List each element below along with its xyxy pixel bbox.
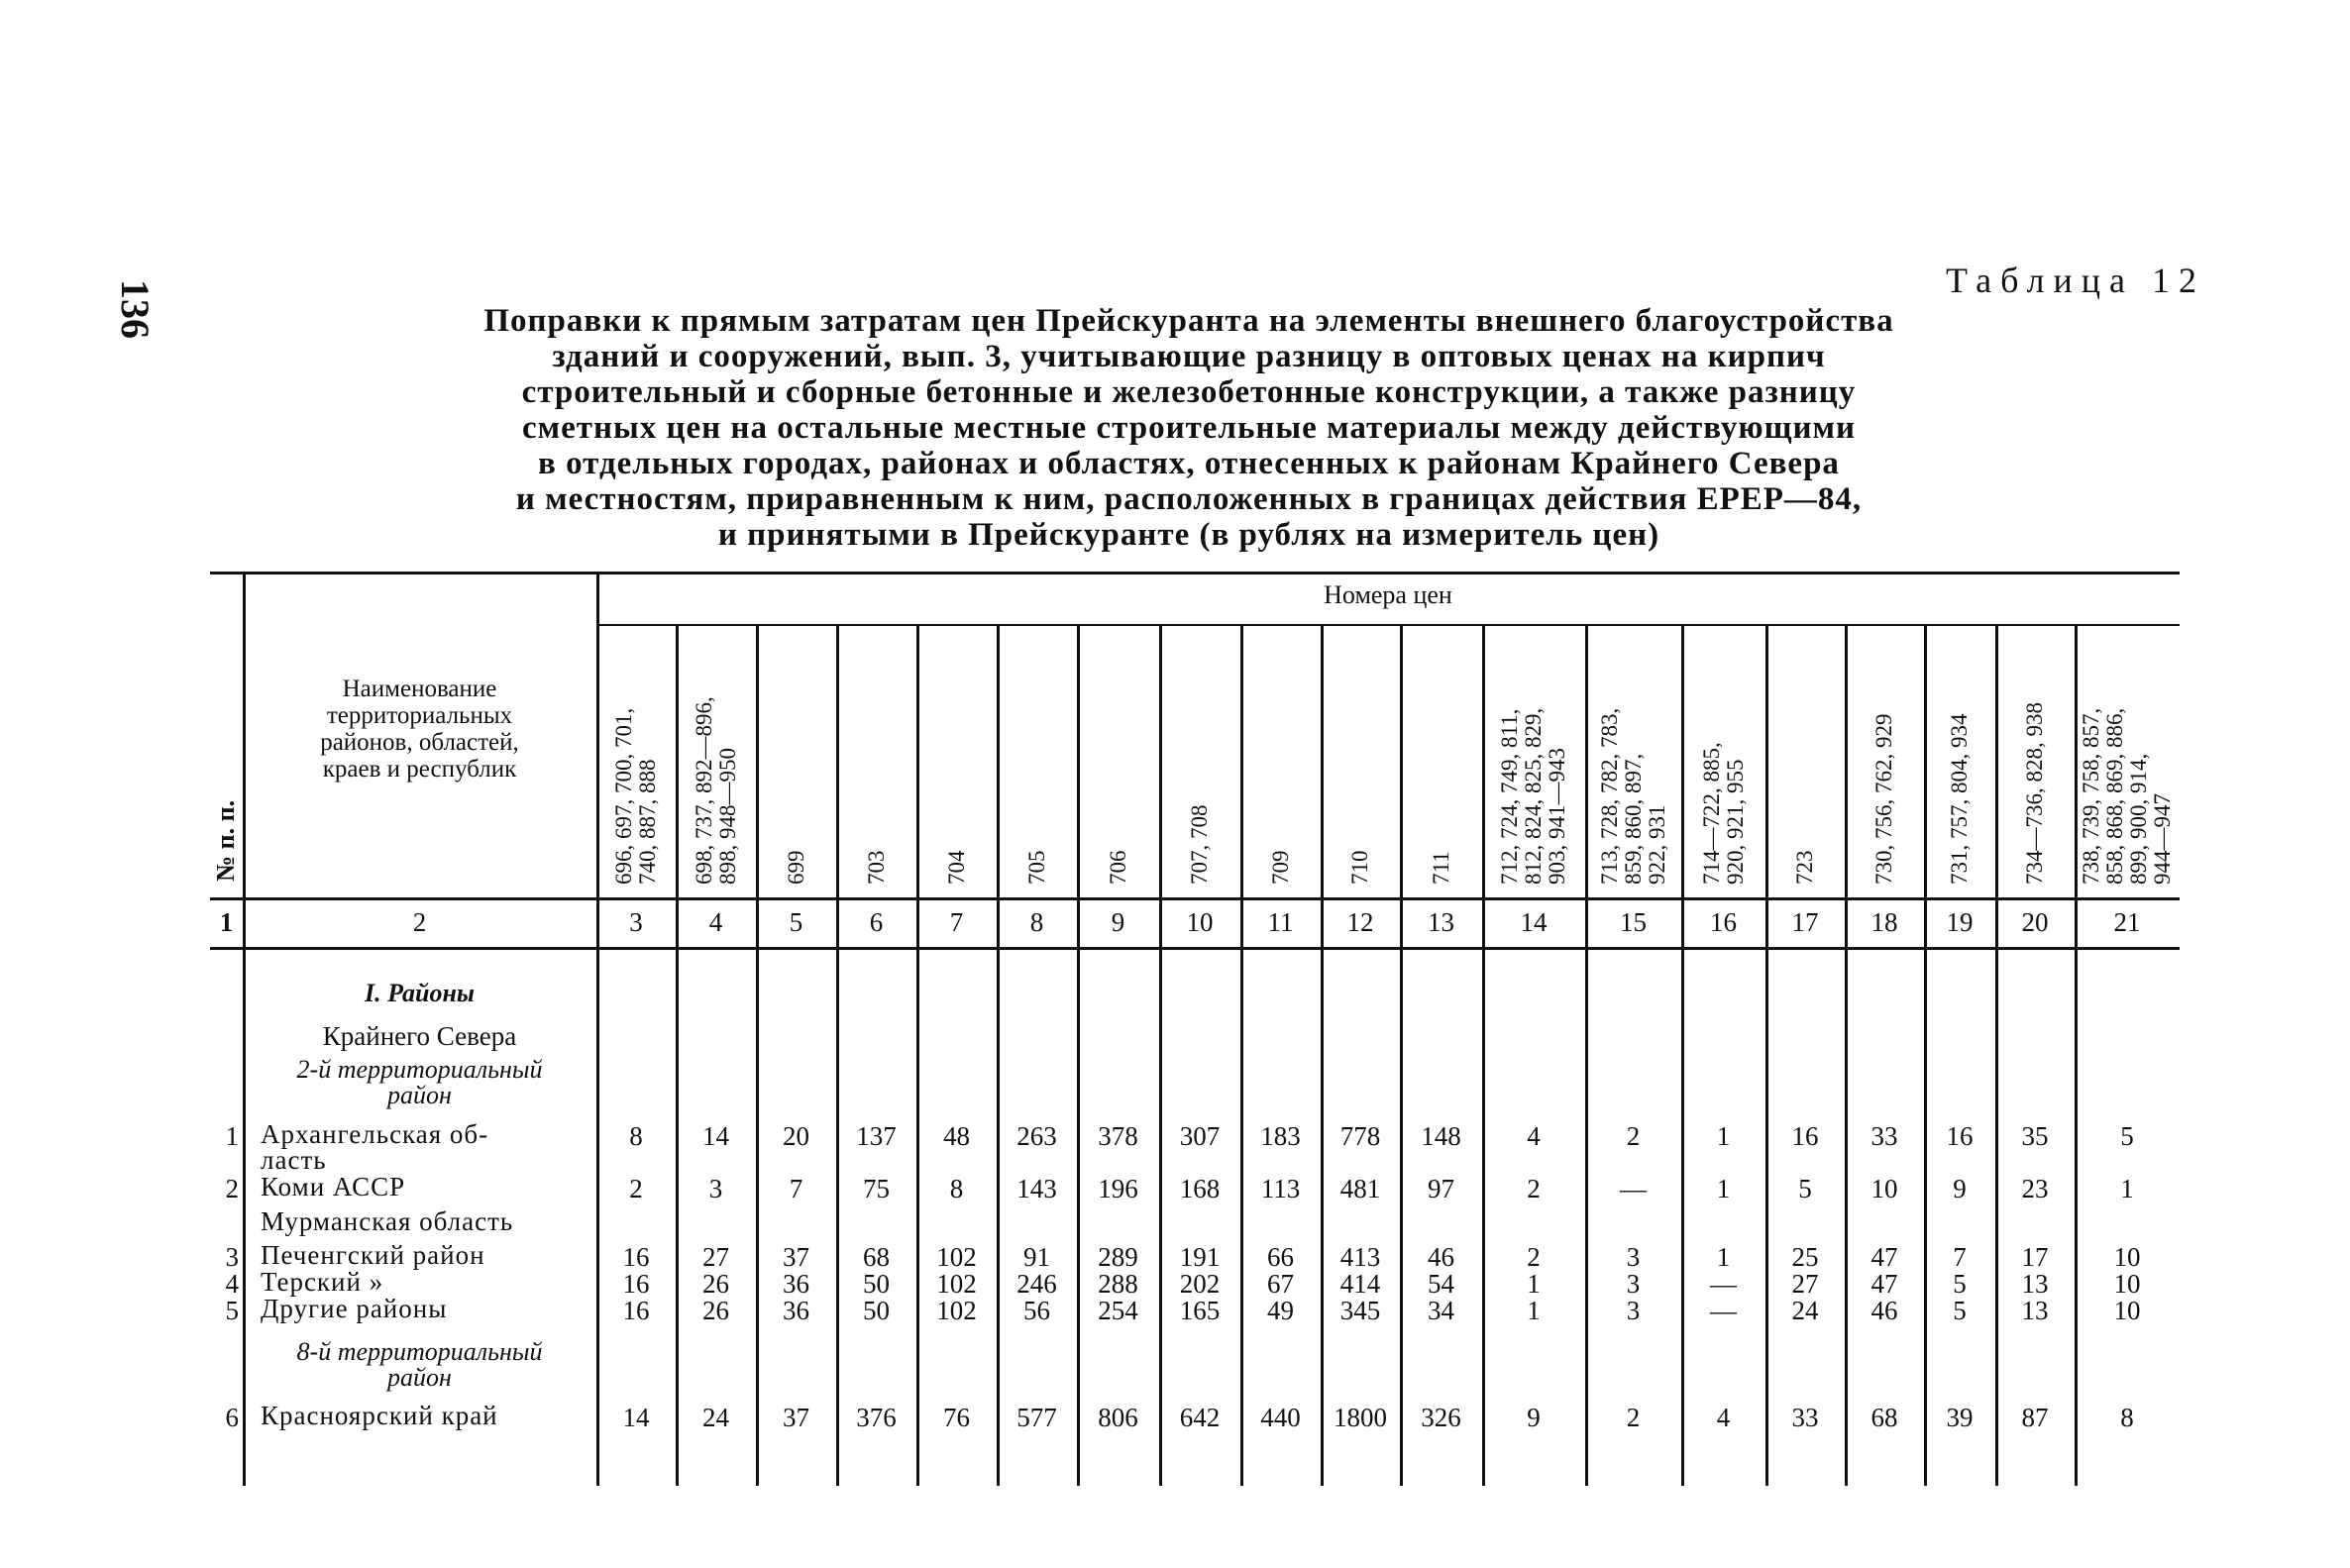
- column-divider: [916, 624, 919, 1486]
- column-number: 11: [1267, 907, 1294, 937]
- table-cell: 3: [708, 1174, 723, 1203]
- table-cell: 288: [1098, 1269, 1138, 1299]
- table-cell: 2: [1527, 1174, 1541, 1203]
- column-divider: [1077, 624, 1080, 1486]
- title-line: строительный и сборные бетонные и железобетонные конструкции, а также разницу: [521, 374, 1857, 410]
- price-column-header: 713, 728, 782, 783, 859, 860, 897, 922, 931: [1597, 707, 1669, 885]
- table-cell: 1: [1716, 1242, 1731, 1272]
- table-cell: 5: [2120, 1121, 2134, 1151]
- price-column-header: 696, 697, 700, 701, 740, 887, 888: [611, 707, 660, 885]
- section-heading-zone-8b: район: [387, 1363, 452, 1392]
- column-divider: [836, 624, 839, 1486]
- table-cell: 3: [1626, 1296, 1641, 1325]
- section-heading-far-north: Крайнего Севера: [322, 1021, 517, 1051]
- table-cell: 27: [702, 1242, 729, 1272]
- price-column-header: 706: [1106, 850, 1130, 885]
- title-line: сметных цен на остальные местные строительные материалы между действующими: [522, 410, 1856, 446]
- table-cell: 577: [1016, 1403, 1057, 1432]
- name-column-header: [247, 676, 592, 783]
- table-cell: 54: [1428, 1269, 1454, 1299]
- table-cell: 39: [1946, 1403, 1974, 1432]
- table-cell: 34: [1428, 1296, 1454, 1325]
- table-cell: 102: [936, 1242, 977, 1272]
- table-cell: 16: [622, 1296, 650, 1325]
- price-column-header: 699: [784, 850, 808, 885]
- table-cell: 378: [1098, 1121, 1138, 1151]
- column-divider: [1159, 624, 1162, 1486]
- table-cell: 191: [1179, 1242, 1221, 1272]
- table-cell: 1: [1716, 1174, 1731, 1203]
- table-cell: 76: [943, 1403, 970, 1432]
- table-cell: 33: [1870, 1121, 1898, 1151]
- table-cell: 307: [1179, 1121, 1221, 1151]
- region-heading-murmansk: Мурманская область: [261, 1206, 514, 1236]
- table-cell: 183: [1260, 1121, 1301, 1151]
- table-cell: 3: [1626, 1242, 1641, 1272]
- region-name: Другие районы: [261, 1294, 448, 1323]
- column-number: 15: [1620, 907, 1647, 937]
- table-cell: 3: [1626, 1269, 1641, 1299]
- column-number: 20: [2021, 907, 2049, 937]
- section-heading-zone-8a: 8-й территориальный: [296, 1337, 543, 1366]
- column-number: 19: [1946, 907, 1974, 937]
- table-cell: 8: [949, 1174, 964, 1203]
- table-cell: 642: [1179, 1403, 1221, 1432]
- column-divider: [1995, 624, 1998, 1486]
- region-name: Печенгский район: [261, 1240, 485, 1270]
- table-cell: 2: [1626, 1121, 1641, 1151]
- table-cell: 1: [1527, 1296, 1541, 1325]
- row-number: 4: [225, 1269, 239, 1299]
- column-divider: [1321, 624, 1324, 1486]
- column-divider: [596, 572, 599, 1486]
- table-cell: 46: [1870, 1296, 1898, 1325]
- price-column-header: 738, 739, 758, 857, 858, 868, 869, 886, 899, 900, 914, 944—947: [2079, 707, 2175, 885]
- column-number: 4: [708, 907, 723, 937]
- region-name: Красноярский край: [261, 1401, 498, 1430]
- column-number: 7: [949, 907, 964, 937]
- table-cell: 87: [2021, 1403, 2049, 1432]
- row-number: 3: [225, 1242, 239, 1272]
- table-cell: 4: [1527, 1121, 1541, 1151]
- table-cell: 24: [702, 1403, 729, 1432]
- table-cell: 143: [1016, 1174, 1057, 1203]
- table-title: [396, 303, 1981, 553]
- table-cell: 254: [1098, 1296, 1138, 1325]
- table-cell: 345: [1339, 1296, 1381, 1325]
- price-column-header: 711: [1429, 851, 1453, 885]
- table-cell: 102: [936, 1269, 977, 1299]
- title-line: Поправки к прямым затратам цен Прейскуранта на элементы внешнего благоустройства: [483, 303, 1894, 339]
- table-cell: 202: [1179, 1269, 1221, 1299]
- table-cell: —: [1710, 1269, 1737, 1299]
- table-cell: 13: [2021, 1296, 2049, 1325]
- column-number: 6: [869, 907, 884, 937]
- table-cell: 67: [1267, 1269, 1294, 1299]
- table-cell: 23: [2021, 1174, 2049, 1203]
- price-column-header: 710: [1347, 850, 1372, 885]
- name-header-line: районов, областей,: [320, 729, 519, 756]
- table-cell: 36: [783, 1269, 809, 1299]
- column-divider: [676, 624, 679, 1486]
- column-number: 10: [1186, 907, 1214, 937]
- title-line: и принятыми в Прейскуранте (в рублях на измеритель цен): [717, 517, 1660, 553]
- column-divider: [1400, 624, 1403, 1486]
- column-divider: [1482, 624, 1485, 1486]
- table-cell: 8: [629, 1121, 643, 1151]
- table-cell: 47: [1870, 1269, 1898, 1299]
- section-heading-regions: I. Районы: [365, 979, 475, 1007]
- column-divider: [2075, 624, 2078, 1486]
- table-cell: 168: [1179, 1174, 1221, 1203]
- table-cell: 20: [783, 1121, 809, 1151]
- table-cell: 5: [1953, 1269, 1967, 1299]
- table-cell: 113: [1260, 1174, 1301, 1203]
- column-number: 8: [1029, 907, 1044, 937]
- price-column-header: 704: [944, 850, 969, 885]
- price-column-header: 714—722, 885, 920, 921, 955: [1699, 742, 1748, 885]
- table-cell: 4: [1716, 1403, 1731, 1432]
- table-cell: 8: [2120, 1403, 2134, 1432]
- price-column-header: 730, 756, 762, 929: [1871, 713, 1896, 885]
- table-cell: 2: [1626, 1403, 1641, 1432]
- table-cell: 48: [943, 1121, 970, 1151]
- table-cell: 68: [863, 1242, 890, 1272]
- table-cell: 75: [863, 1174, 890, 1203]
- column-divider: [1765, 624, 1768, 1486]
- price-column-header: 709: [1268, 850, 1293, 885]
- column-number: 12: [1346, 907, 1374, 937]
- table-cell: 481: [1339, 1174, 1381, 1203]
- price-column-header: 703: [864, 850, 889, 885]
- table-cell: 1800: [1334, 1403, 1387, 1432]
- table-cell: 26: [702, 1269, 729, 1299]
- table-cell: —: [1710, 1296, 1737, 1325]
- table-cell: 778: [1339, 1121, 1381, 1151]
- name-header-line: краев и республик: [322, 756, 517, 783]
- table-cell: 17: [2021, 1242, 2049, 1272]
- table-cell: 10: [2113, 1296, 2141, 1325]
- table-cell: 35: [2021, 1121, 2049, 1151]
- table-cell: 326: [1421, 1403, 1461, 1432]
- table-cell: 25: [1791, 1242, 1819, 1272]
- column-divider: [756, 624, 759, 1486]
- column-number: 1: [219, 907, 234, 937]
- table-cell: 5: [1953, 1296, 1967, 1325]
- table-label: Таблица 12: [1946, 261, 2205, 300]
- rule-line: [210, 947, 2180, 950]
- table-cell: 49: [1267, 1296, 1294, 1325]
- title-line: в отдельных городах, районах и областях, отнесенных к районам Крайнего Севера: [538, 446, 1840, 481]
- table-cell: 1: [2120, 1174, 2134, 1203]
- table-cell: 47: [1870, 1242, 1898, 1272]
- table-cell: 27: [1791, 1269, 1819, 1299]
- table-cell: 56: [1023, 1296, 1050, 1325]
- price-column-header: 707, 708: [1187, 804, 1212, 885]
- column-divider: [1681, 624, 1684, 1486]
- table-cell: 413: [1339, 1242, 1381, 1272]
- column-number: 5: [789, 907, 803, 937]
- table-cell: 36: [783, 1296, 809, 1325]
- table-cell: 46: [1428, 1242, 1454, 1272]
- column-number: 9: [1111, 907, 1125, 937]
- title-line: зданий и сооружений, вып. 3, учитывающие разницу в оптовых ценах на кирпич: [552, 339, 1826, 374]
- table-cell: 10: [1870, 1174, 1898, 1203]
- table-cell: 16: [622, 1269, 650, 1299]
- table-cell: 165: [1179, 1296, 1221, 1325]
- table-cell: 148: [1421, 1121, 1461, 1151]
- table-cell: —: [1620, 1174, 1647, 1203]
- rule-line: [596, 624, 2180, 626]
- table-cell: 2: [629, 1174, 643, 1203]
- table-cell: 24: [1791, 1296, 1819, 1325]
- table-cell: 246: [1016, 1269, 1057, 1299]
- page-number: 136: [113, 279, 158, 339]
- region-name: Коми АССР: [261, 1172, 406, 1202]
- table-cell: 10: [2113, 1269, 2141, 1299]
- table-cell: 289: [1098, 1242, 1138, 1272]
- column-divider: [1924, 624, 1927, 1486]
- price-column-header: 731, 757, 804, 934: [1947, 713, 1972, 885]
- table-cell: 1: [1716, 1121, 1731, 1151]
- table-cell: 2: [1527, 1242, 1541, 1272]
- table-cell: 7: [1953, 1242, 1967, 1272]
- column-number: 2: [412, 907, 427, 937]
- column-number: 21: [2113, 907, 2141, 937]
- table-cell: 37: [783, 1403, 809, 1432]
- table-cell: 66: [1267, 1242, 1294, 1272]
- table-cell: 16: [622, 1242, 650, 1272]
- table-cell: 263: [1016, 1121, 1057, 1151]
- table-cell: 196: [1098, 1174, 1138, 1203]
- region-name: Архангельская об-: [261, 1119, 489, 1149]
- column-divider: [1585, 624, 1588, 1486]
- price-column-header: 712, 724, 749, 811, 812, 824, 825, 829, 903, 941—943: [1497, 707, 1569, 885]
- table-cell: 102: [936, 1296, 977, 1325]
- table-cell: 10: [2113, 1242, 2141, 1272]
- row-number: 5: [225, 1296, 239, 1325]
- price-column-header: 734—736, 828, 938: [2022, 702, 2047, 885]
- name-header-line: территориальных: [326, 702, 513, 729]
- table-cell: 376: [856, 1403, 897, 1432]
- table-cell: 7: [789, 1174, 803, 1203]
- table-cell: 13: [2021, 1269, 2049, 1299]
- name-header-line: Наименование: [342, 676, 497, 702]
- price-numbers-title: Номера цен: [1324, 580, 1452, 609]
- price-column-header: 723: [1792, 850, 1817, 885]
- column-number: 3: [629, 907, 643, 937]
- row-number: 1: [225, 1121, 239, 1151]
- table-cell: 16: [1791, 1121, 1819, 1151]
- table-cell: 37: [783, 1242, 809, 1272]
- table-cell: 91: [1023, 1242, 1050, 1272]
- rule-line: [210, 572, 2180, 575]
- column-number: 16: [1710, 907, 1737, 937]
- region-name: ласть: [261, 1145, 327, 1175]
- table-cell: 414: [1339, 1269, 1381, 1299]
- table-cell: 97: [1428, 1174, 1454, 1203]
- table-cell: 440: [1260, 1403, 1301, 1432]
- row-number-header: № п. п.: [211, 799, 240, 882]
- price-column-header: 705: [1024, 850, 1049, 885]
- table-cell: 137: [856, 1121, 897, 1151]
- table-cell: 5: [1798, 1174, 1812, 1203]
- row-number: 2: [225, 1174, 239, 1203]
- column-divider: [1845, 624, 1848, 1486]
- section-heading-zone-2b: район: [387, 1081, 452, 1109]
- table-cell: 33: [1791, 1403, 1819, 1432]
- table-cell: 9: [1953, 1174, 1967, 1203]
- table-cell: 16: [1946, 1121, 1974, 1151]
- table-cell: 50: [863, 1296, 890, 1325]
- column-divider: [997, 624, 1000, 1486]
- column-number: 13: [1428, 907, 1454, 937]
- table-cell: 1: [1527, 1269, 1541, 1299]
- column-number: 14: [1520, 907, 1548, 937]
- table-cell: 50: [863, 1269, 890, 1299]
- table-cell: 806: [1098, 1403, 1138, 1432]
- table-cell: 26: [702, 1296, 729, 1325]
- column-number: 17: [1791, 907, 1819, 937]
- table-cell: 68: [1870, 1403, 1898, 1432]
- table-cell: 9: [1527, 1403, 1541, 1432]
- column-number: 18: [1870, 907, 1898, 937]
- title-line: и местностям, приравненным к ним, расположенных в границах действия ЕРЕР—84,: [515, 481, 1863, 517]
- table-cell: 14: [702, 1121, 729, 1151]
- column-divider: [1240, 624, 1243, 1486]
- rule-line: [210, 897, 2180, 900]
- region-name: Терский »: [261, 1267, 384, 1297]
- price-column-header: 698, 737, 892—896, 898, 948—950: [692, 696, 740, 885]
- row-number: 6: [225, 1403, 239, 1432]
- section-heading-zone-2a: 2-й территориальный: [296, 1055, 543, 1084]
- table-cell: 14: [622, 1403, 650, 1432]
